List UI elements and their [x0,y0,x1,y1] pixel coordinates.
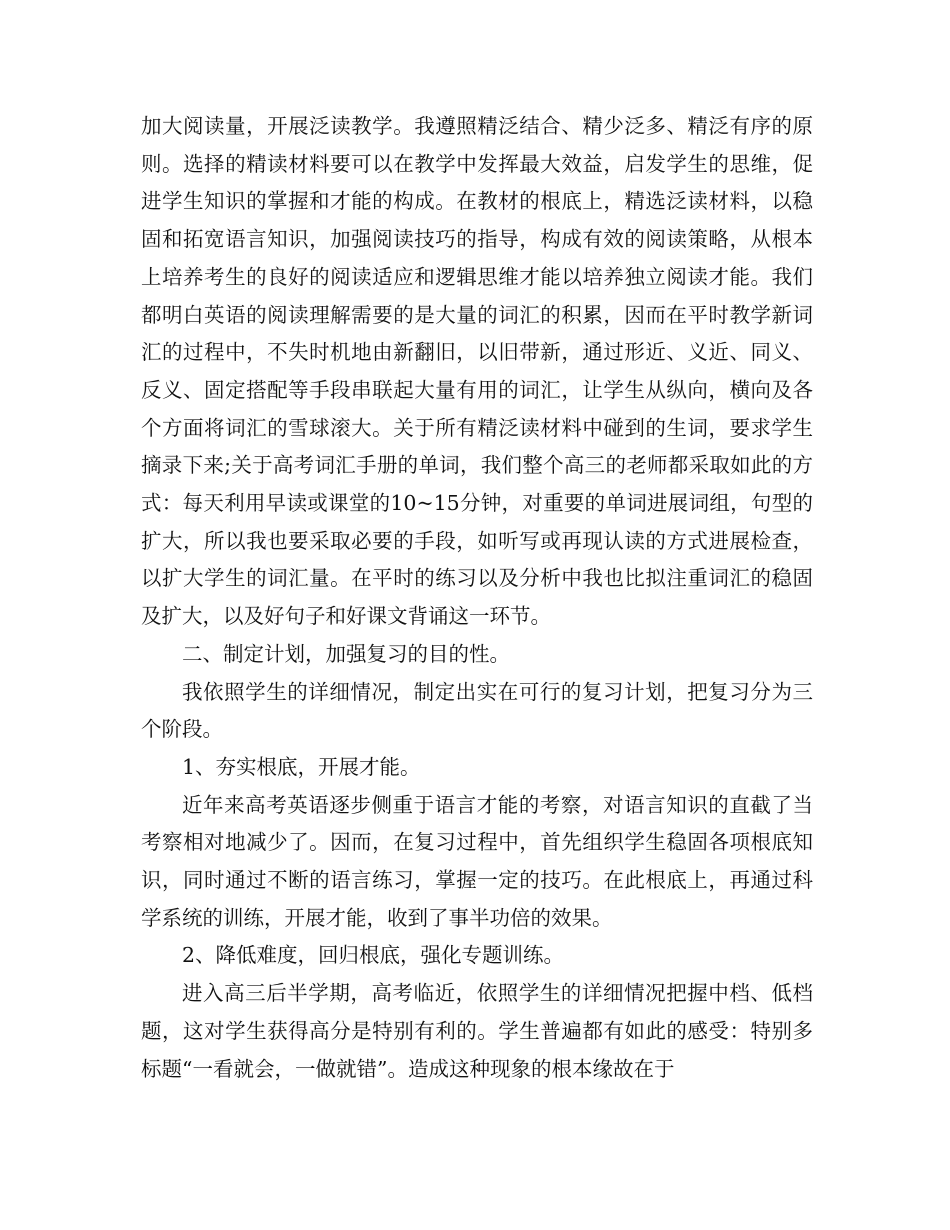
heading-section-two: 二、制定计划，加强复习的目的性。 [182,641,510,666]
paragraph-stage-two: 进入高三后半学期，高考临近，依照学生的详细情况把握中档、低档题，这对学生获得高分是特别有利的。学生普遍都有如此的感受：特别多标题“一看就会，一做就错”。造成这种现象的根本缘故在于 [141,981,813,1081]
subheading-stage-one: 1、夯实根底，开展才能。 [182,754,421,779]
paragraph-reading-instruction: 加大阅读量，开展泛读教学。我遵照精泛结合、精少泛多、精泛有序的原则。选择的精读材料要可以在教学中发挥最大效益，启发学生的思维，促进学生知识的掌握和才能的构成。在教材的根底上，精选泛读材料，以稳固和拓宽语言知识，加强阅读技巧的指导，构成有效的阅读策略，从根本上培养考生的良好的阅读适应和逻辑思维才能以培养独立阅读才能。我们都明白英语的阅读理解需要的是大量的词汇的积累，因而在平时教学新词汇的过程中，不失时机地由新翻旧，以旧带新，通过形近、义近、同义、反义、固定搭配等手段串联起大量有用的词汇，让学生从纵向，横向及各个方面将词汇的雪球滚大。关于所有精泛读材料中碰到的生词，要求学生摘录下来;关于高考词汇手册的单词，我们整个高三的老师都采取如此的方式：每天利用早读或课堂的10~15分钟，对重要的单词进展词组，句型的扩大，所以我也要采取必要的手段，如听写或再现认读的方式进展检查，以扩大学生的词汇量。在平时的练习以及分析中我也比拟注重词汇的稳固及扩大，以及好句子和好课文背诵这一环节。 [141,114,813,629]
paragraph-review-plan: 我依照学生的详细情况，制定出实在可行的复习计划，把复习分为三个阶段。 [141,679,813,742]
subheading-stage-two: 2、降低难度，回归根底，强化专题训练。 [182,943,565,968]
paragraph-stage-one: 近年来高考英语逐步侧重于语言才能的考察，对语言知识的直截了当考察相对地减少了。因而，在复习过程中，首先组织学生稳固各项根底知识，同时通过不断的语言练习，掌握一定的技巧。在此根底上，再通过科学系统的训练，开展才能，收到了事半功倍的效果。 [141,792,813,930]
document-body [141,108,813,1088]
